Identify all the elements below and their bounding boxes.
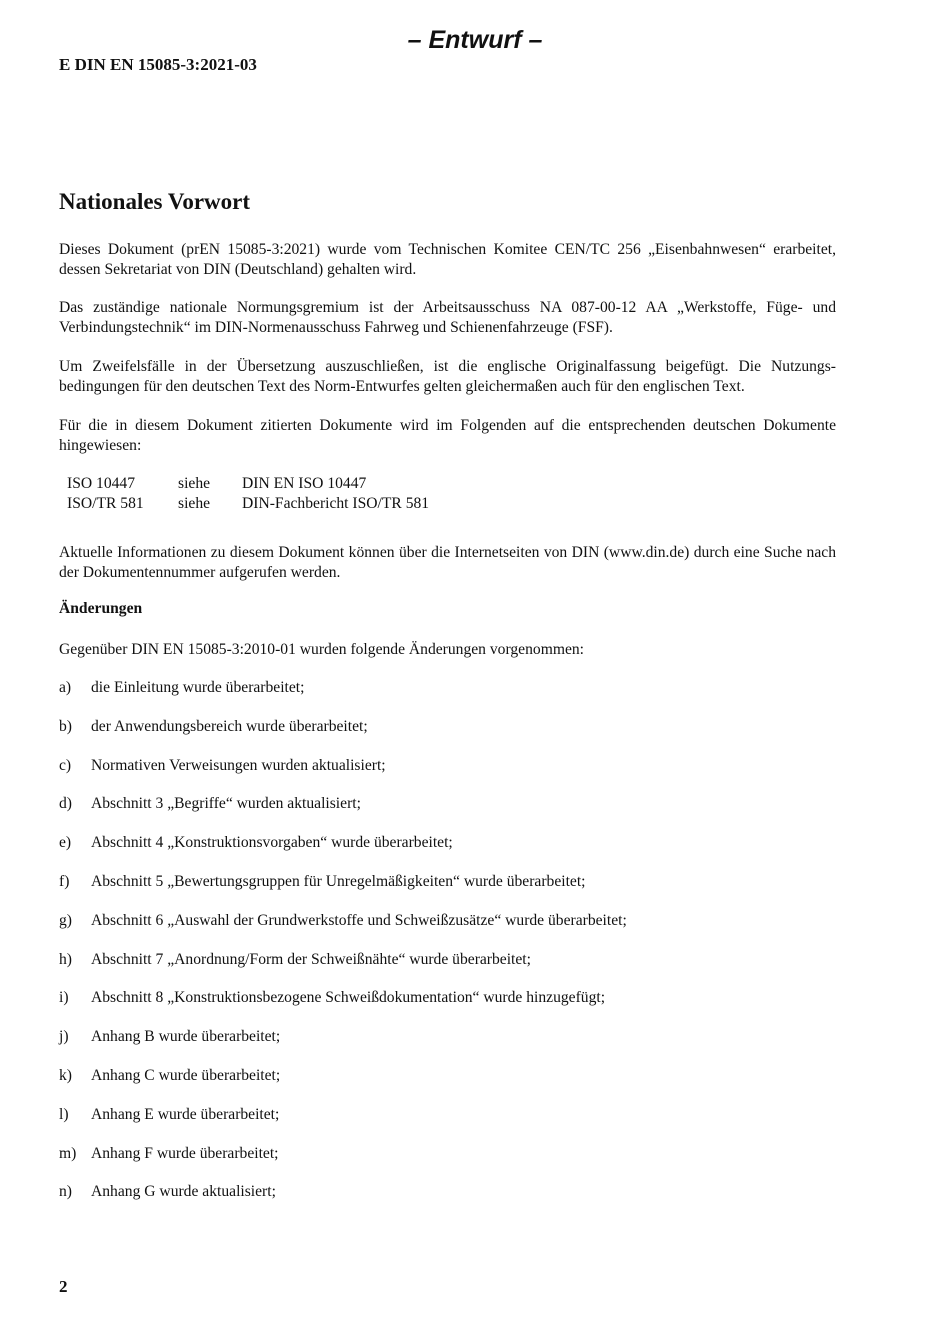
list-item-letter: d) xyxy=(59,795,72,813)
list-item-text: Abschnitt 6 „Auswahl der Grundwerkstoffe und Schweißzusätze“ wurde überarbeitet; xyxy=(91,911,627,929)
list-item xyxy=(59,678,859,717)
reference-iso: ISO/TR 581 xyxy=(67,495,144,512)
list-item xyxy=(59,988,859,1027)
reference-row xyxy=(67,474,429,494)
list-item xyxy=(59,911,859,950)
list-item-letter: g) xyxy=(59,911,72,929)
list-item xyxy=(59,1066,859,1105)
document-id: E DIN EN 15085-3:2021-03 xyxy=(59,55,257,74)
reference-see: siehe xyxy=(178,475,211,492)
list-item xyxy=(59,1105,859,1144)
paragraph-current-info: Aktuelle Informationen zu diesem Dokument können über die Internetseiten von DIN (www.din.de) durch eine Suche nach der Dokumentennummer aufgerufen werden. xyxy=(59,544,836,581)
list-item-letter: i) xyxy=(59,989,69,1007)
list-item-text: der Anwendungsbereich wurde überarbeitet; xyxy=(91,717,368,735)
list-item xyxy=(59,717,859,756)
reference-din: DIN-Fachbericht ISO/TR 581 xyxy=(242,495,430,512)
list-item-text: Abschnitt 4 „Konstruktionsvorgaben“ wurde überarbeitet; xyxy=(91,834,453,852)
list-item xyxy=(59,1027,859,1066)
changes-intro: Gegenüber DIN EN 15085-3:2010-01 wurden folgende Änderungen vorgenommen: xyxy=(59,641,585,658)
list-item-letter: h) xyxy=(59,950,72,968)
list-item-letter: j) xyxy=(59,1028,69,1046)
list-item xyxy=(59,950,859,989)
list-item xyxy=(59,872,859,911)
paragraph-standards-body: Das zuständige nationale Normungsgremium ist der Arbeitsausschuss NA 087-00-12 AA „Werkstoffe, Füge- und Verbindungstechnik“ im DIN-Normenausschuss Fahrweg und Schienenfahrzeuge (FSF). xyxy=(59,299,836,336)
list-item-text: Abschnitt 5 „Bewertungsgruppen für Unregelmäßigkeiten“ wurde überarbeitet; xyxy=(91,872,586,890)
list-item xyxy=(59,833,859,872)
list-item-letter: b) xyxy=(59,717,72,735)
list-item-letter: f) xyxy=(59,872,70,890)
list-item-text: Anhang C wurde überarbeitet; xyxy=(91,1066,281,1084)
reference-see: siehe xyxy=(178,495,211,512)
section-title: Nationales Vorwort xyxy=(59,189,251,214)
list-item-letter: e) xyxy=(59,834,72,852)
draft-label: – Entwurf – xyxy=(407,26,543,54)
list-item-text: Anhang B wurde überarbeitet; xyxy=(91,1028,281,1046)
changes-list xyxy=(59,678,859,1221)
reference-table xyxy=(67,474,429,514)
list-item-letter: l) xyxy=(59,1105,69,1123)
list-item-text: die Einleitung wurde überarbeitet; xyxy=(91,679,305,696)
list-item-text: Anhang E wurde überarbeitet; xyxy=(91,1105,280,1123)
list-item-letter: a) xyxy=(59,679,72,696)
list-item xyxy=(59,756,859,795)
list-item xyxy=(59,794,859,833)
reference-din: DIN EN ISO 10447 xyxy=(242,475,367,492)
list-item-text: Anhang F wurde überarbeitet; xyxy=(91,1144,279,1162)
list-item-text: Abschnitt 7 „Anordnung/Form der Schweißnähte“ wurde überarbeitet; xyxy=(91,950,531,968)
list-item-letter: n) xyxy=(59,1183,72,1201)
list-item-letter: c) xyxy=(59,756,72,774)
list-item xyxy=(59,1182,859,1221)
paragraph-translation: Um Zweifelsfälle in der Übersetzung auszuschließen, ist die englische Originalfassung beigefügt. Die Nutzungs-bedingungen für den deutschen Text des Norm-Entwurfes gelten gleichermaßen auch für den englischen Text. xyxy=(59,358,836,395)
reference-row xyxy=(67,494,429,514)
list-item-letter: k) xyxy=(59,1066,72,1084)
list-item-text: Normativen Verweisungen wurden aktualisiert; xyxy=(91,756,386,774)
reference-iso: ISO 10447 xyxy=(67,475,136,492)
list-item xyxy=(59,1144,859,1183)
page-number: 2 xyxy=(59,1277,68,1296)
paragraph-committee: Dieses Dokument (prEN 15085-3:2021) wurde vom Technischen Komitee CEN/TC 256 „Eisenbahnwesen“ erarbeitet, dessen Sekretariat von DIN (Deutschland) gehalten wird. xyxy=(59,241,836,278)
list-item-text: Anhang G wurde aktualisiert; xyxy=(91,1183,276,1201)
list-item-text: Abschnitt 8 „Konstruktionsbezogene Schweißdokumentation“ wurde hinzugefügt; xyxy=(91,989,606,1007)
changes-title: Änderungen xyxy=(59,600,143,617)
list-item-letter: m) xyxy=(59,1144,77,1162)
paragraph-references-intro: Für die in diesem Dokument zitierten Dokumente wird im Folgenden auf die entsprechenden deutschen Dokumente hingewiesen: xyxy=(59,417,836,454)
list-item-text: Abschnitt 3 „Begriffe“ wurden aktualisiert; xyxy=(91,795,361,813)
